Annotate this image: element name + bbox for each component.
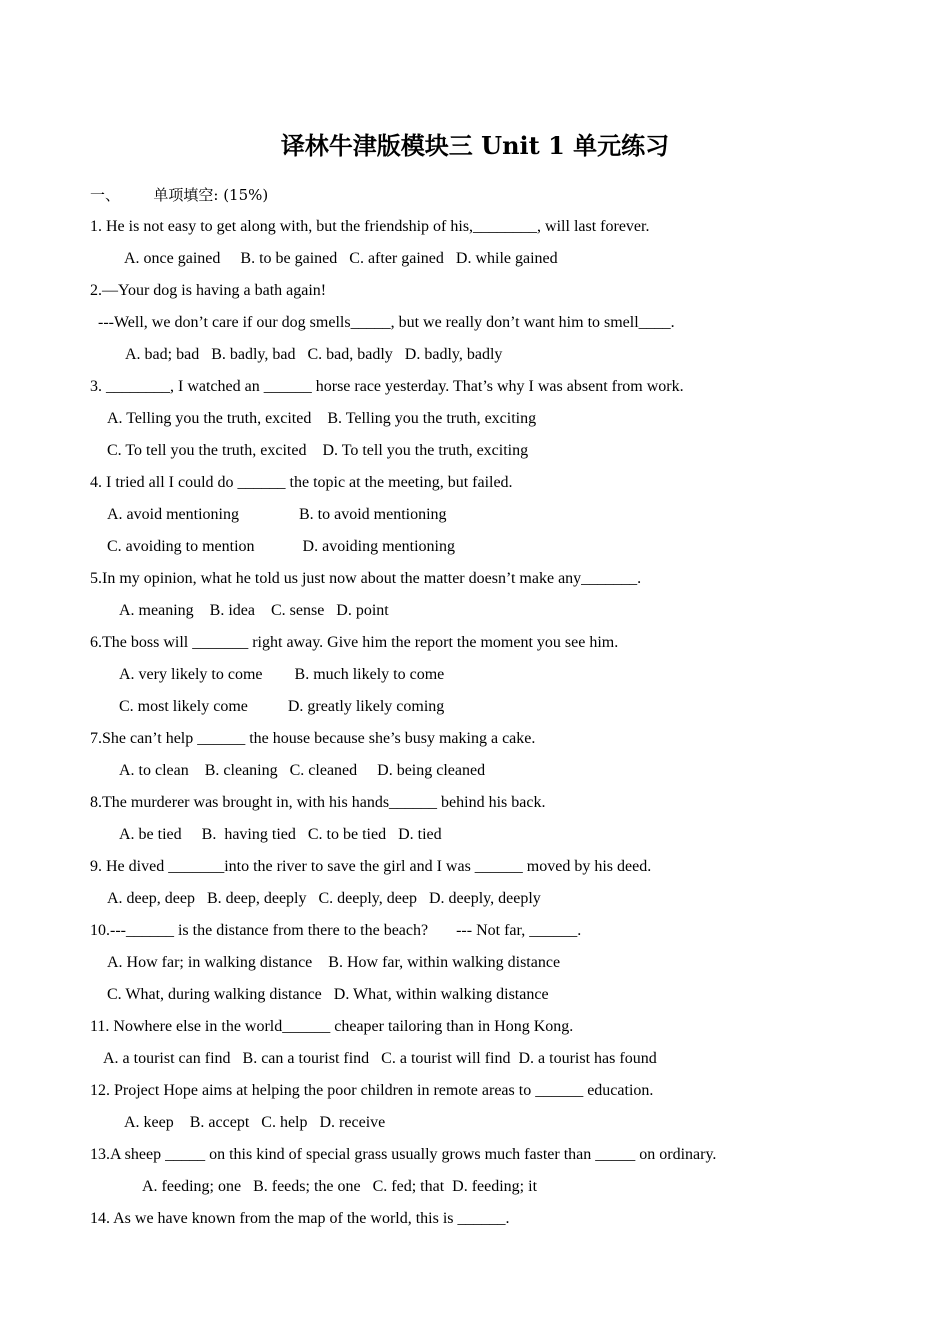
question-7: 7.She can’t help ______ the house because she’s busy making a cake.: [90, 730, 536, 747]
question-12-options: A. keep B. accept C. help D. receive: [124, 1114, 386, 1131]
question-2-dialogue: ---Well, we don’t care if our dog smells_____, but we really don’t want him to smell____.: [98, 314, 675, 331]
question-1-options: A. once gained B. to be gained C. after gained D. while gained: [124, 250, 558, 267]
question-3: 3. ________, I watched an ______ horse race yesterday. That’s why I was absent from work.: [90, 378, 684, 395]
question-5-options: A. meaning B. idea C. sense D. point: [119, 602, 389, 619]
question-2: 2.—Your dog is having a bath again!: [90, 282, 327, 299]
page-title: 译林牛津版模块三 Unit 1 单元练习: [280, 131, 670, 160]
question-10: 10.---______ is the distance from there to the beach? --- Not far, ______.: [90, 922, 582, 939]
question-14: 14. As we have known from the map of the world, this is ______.: [90, 1210, 510, 1227]
question-9-options: A. deep, deep B. deep, deeply C. deeply, deep D. deeply, deeply: [107, 890, 541, 907]
question-1: 1. He is not easy to get along with, but the friendship of his,________, will last forever.: [90, 218, 650, 235]
question-13-options: A. feeding; one B. feeds; the one C. fed; that D. feeding; it: [142, 1178, 538, 1195]
question-8: 8.The murderer was brought in, with his hands______ behind his back.: [90, 794, 546, 811]
question-11-options: A. a tourist can find B. can a tourist find C. a tourist will find D. a tourist has found: [103, 1050, 657, 1067]
question-12: 12. Project Hope aims at helping the poor children in remote areas to ______ education.: [90, 1082, 654, 1099]
question-8-options: A. be tied B. having tied C. to be tied D. tied: [119, 826, 442, 843]
question-4: 4. I tried all I could do ______ the topic at the meeting, but failed.: [90, 474, 513, 491]
question-9: 9. He dived _______into the river to save the girl and I was ______ moved by his deed.: [90, 858, 652, 875]
section-heading: 一、 单项填空: (15%): [90, 186, 269, 204]
question-3-options-ab: A. Telling you the truth, excited B. Telling you the truth, exciting: [107, 410, 537, 427]
question-10-options-cd: C. What, during walking distance D. What, within walking distance: [107, 986, 549, 1003]
question-6: 6.The boss will _______ right away. Give him the report the moment you see him.: [90, 634, 619, 651]
question-5: 5.In my opinion, what he told us just now about the matter doesn’t make any_______.: [90, 570, 642, 587]
question-4-options-cd: C. avoiding to mention D. avoiding mentioning: [107, 538, 455, 555]
question-11: 11. Nowhere else in the world______ cheaper tailoring than in Hong Kong.: [90, 1018, 574, 1035]
question-6-options-ab: A. very likely to come B. much likely to come: [119, 666, 445, 683]
question-4-options-ab: A. avoid mentioning B. to avoid mentioning: [107, 506, 447, 523]
question-2-options: A. bad; bad B. badly, bad C. bad, badly D. badly, badly: [125, 346, 503, 363]
question-7-options: A. to clean B. cleaning C. cleaned D. being cleaned: [119, 762, 486, 779]
question-6-options-cd: C. most likely come D. greatly likely coming: [119, 698, 445, 715]
question-10-options-ab: A. How far; in walking distance B. How far, within walking distance: [107, 954, 561, 971]
question-3-options-cd: C. To tell you the truth, excited D. To tell you the truth, exciting: [107, 442, 529, 459]
question-13: 13.A sheep _____ on this kind of special grass usually grows much faster than _____ on ordinary.: [90, 1146, 717, 1163]
